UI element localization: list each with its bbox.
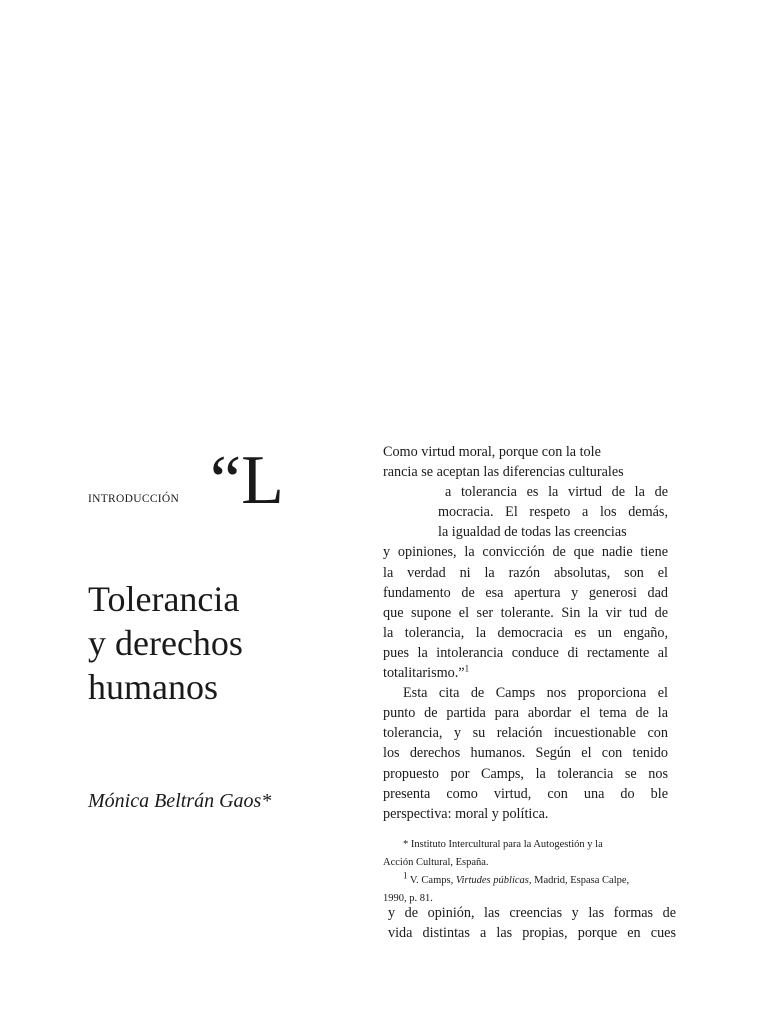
body-line: los derechos humanos. Según el con tenido (383, 745, 668, 762)
body-line: presenta como virtud, con una do ble (383, 785, 668, 802)
body-line: pues la intolerancia conduce di rectamente al (383, 644, 668, 661)
body-line: y de opinión, las creencias y las formas de (388, 905, 676, 921)
body-line-text: totalitarismo.” (383, 665, 465, 682)
body-line: vida distintas a las propias, porque en cues (388, 925, 676, 942)
author-name: Mónica Beltrán Gaos* (88, 790, 272, 812)
section-label: INTRODUCCIÓN (88, 493, 180, 505)
footnotes (383, 836, 668, 908)
title-line: y derechos (88, 623, 243, 663)
body-line: la igualdad de todas las creencias (438, 524, 627, 541)
footnote-ref: 1 (464, 663, 470, 674)
drop-cap: “L (210, 442, 284, 519)
body-line: perspectiva: moral y política. (383, 805, 549, 822)
body-line: a tolerancia es la virtud de la de (445, 484, 668, 501)
footnote-number: 1 (403, 870, 408, 881)
body-line: Esta cita de Camps nos proporciona el (403, 685, 668, 702)
body-line: rancia se aceptan las diferencias culturales (383, 464, 624, 481)
footnote-line (383, 872, 668, 890)
footnote-italic-title: Virtudes públicas (455, 875, 529, 886)
title-line: Tolerancia (88, 579, 240, 619)
body-line: la tolerancia, la democracia es un engaño, (383, 624, 668, 641)
body-line: tolerancia, y su relación incuestionable con (383, 725, 668, 742)
footnote-text: , Madrid, Espasa Calpe, (528, 875, 630, 886)
footnote-text: V. Camps, (407, 875, 456, 886)
body-line: punto de partida para abordar el tema de la (383, 705, 668, 722)
continued-text (388, 903, 676, 943)
article-title (88, 577, 243, 709)
title-line: humanos (88, 667, 218, 707)
body-line: mocracia. El respeto a los demás, (438, 504, 668, 521)
body-line: la verdad ni la razón absolutas, son el (383, 564, 668, 581)
body-line (383, 663, 668, 683)
footnote-line: 1990, p. 81. (383, 893, 433, 904)
body-line: que supone el ser tolerante. Sin la vir tud de (383, 604, 668, 621)
body-line: Como virtud moral, porque con la tole (383, 444, 601, 460)
footnote-line: * Instituto Intercultural para la Autogestión y la (403, 839, 603, 850)
footnote-line: Acción Cultural, España. (383, 857, 489, 868)
body-line: propuesto por Camps, la tolerancia se nos (383, 765, 668, 782)
body-column (383, 442, 668, 824)
body-line: y opiniones, la convicción de que nadie tiene (383, 544, 668, 561)
body-line: fundamento de esa apertura y generosi dad (383, 584, 668, 601)
